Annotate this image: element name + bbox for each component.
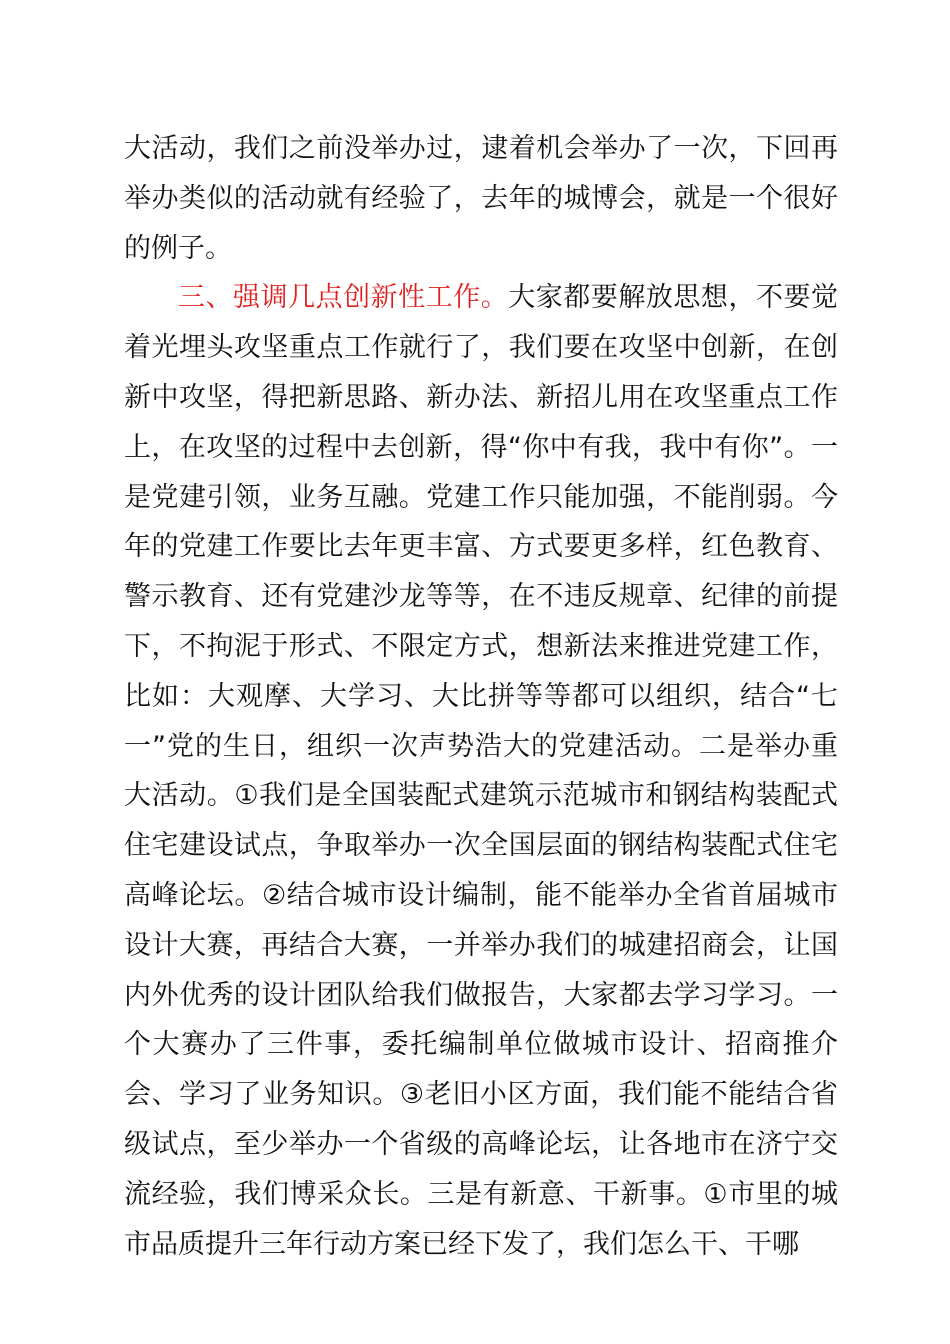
document-page [124, 124, 838, 1269]
section-body: 大家都要解放思想，不要觉着光埋头攻坚重点工作就行了，我们要在攻坚中创新，在创新中攻坚，得把新思路、新办法、新招儿用在攻坚重点工作上，在攻坚的过程中去创新，得“你中有我，我中有你”。一是党建引领，业务互融。党建工作只能加强，不能削弱。今年的党建工作要比去年更丰富、方式要更多样，红色教育、警示教育、还有党建沙龙等等，在不违反规章、纪律的前提下，不拘泥于形式、不限定方式，想新法来推进党建工作，比如：大观摩、大学习、大比拼等等都可以组织，结合“七一”党的生日，组织一次声势浩大的党建活动。二是举办重大活动。①我们是全国装配式建筑示范城市和钢结构装配式住宅建设试点，争取举办一次全国层面的钢结构装配式住宅高峰论坛。②结合城市设计编制，能不能举办全省首届城市设计大赛，再结合大赛，一并举办我们的城建招商会，让国内外优秀的设计团队给我们做报告，大家都去学习学习。一个大赛办了三件事，委托编制单位做城市设计、招商推介会、学习了业务知识。③老旧小区方面，我们能不能结合省级试点，至少举办一个省级的高峰论坛，让各地市在济宁交流经验，我们博采众长。三是有新意、干新事。①市里的城市品质提升三年行动方案已经下发了，我们怎么干、干哪 [124, 282, 839, 1260]
paragraph-continuation: 大活动，我们之前没举办过，逮着机会举办了一次，下回再举办类似的活动就有经验了，去年的城博会，就是一个很好的例子。 [124, 133, 838, 264]
section-heading: 三、强调几点创新性工作。 [178, 282, 509, 314]
paragraph-innovation [124, 273, 838, 1269]
